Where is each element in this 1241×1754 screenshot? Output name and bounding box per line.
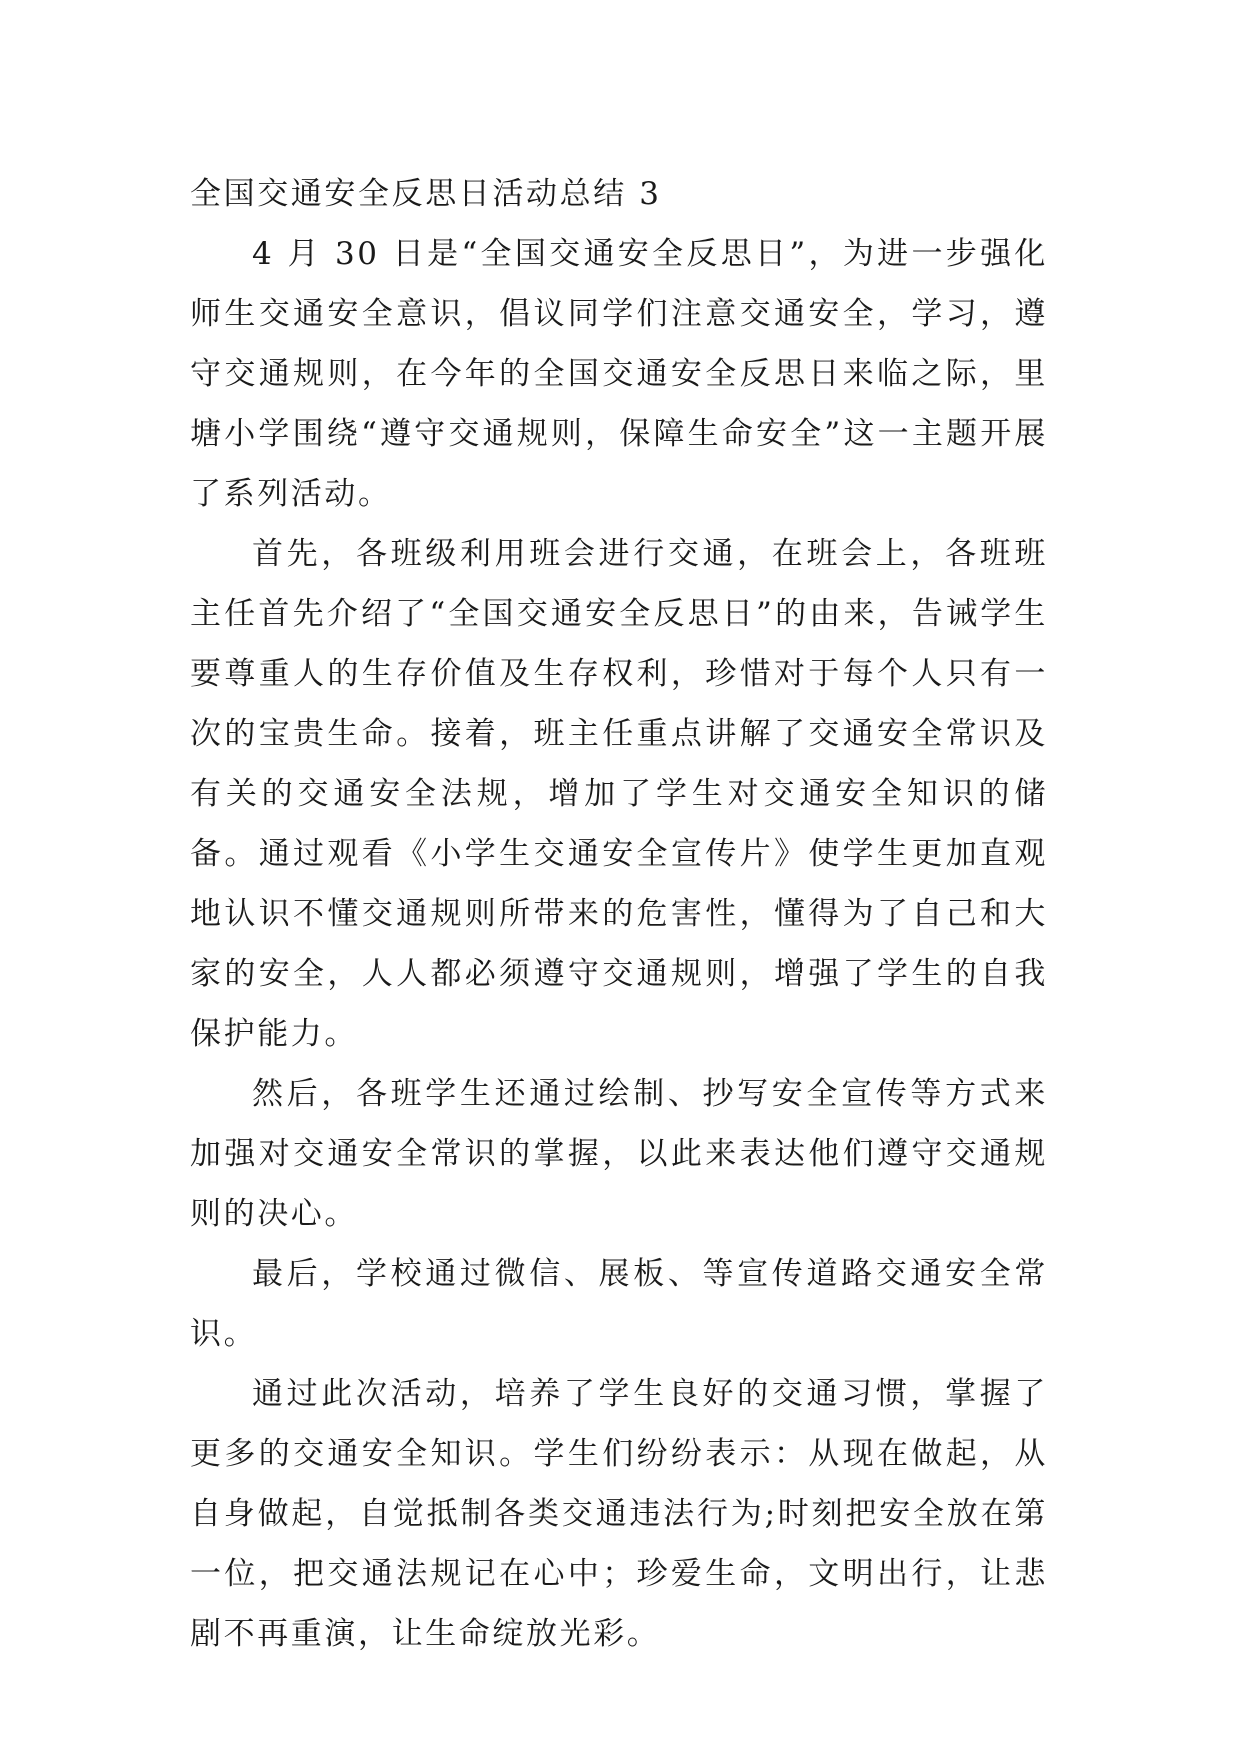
paragraph-first: 首先，各班级利用班会进行交通，在班会上，各班班主任首先介绍了“全国交通安全反思日”的由来，告诫学生要尊重人的生存价值及生存权利，珍惜对于每个人只有一次的宝贵生命。接着，班主任重点讲解了交通安全常识及有关的交通安全法规，增加了学生对交通安全知识的储备。通过观看《小学生交通安全宣传片》使学生更加直观地认识不懂交通规则所带来的危害性，懂得为了自己和大家的安全，人人都必须遵守交通规则，增强了学生的自我保护能力。 <box>190 536 1048 1052</box>
paragraph-conclusion: 通过此次活动，培养了学生良好的交通习惯，掌握了更多的交通安全知识。学生们纷纷表示：从现在做起，从自身做起，自觉抵制各类交通违法行为;时刻把安全放在第一位，把交通法规记在心中；珍爱生命，文明出行，让悲剧不再重演，让生命绽放光彩。 <box>190 1376 1048 1652</box>
paragraph-finally: 最后，学校通过微信、展板、等宣传道路交通安全常识。 <box>190 1256 1048 1352</box>
paragraph-intro: 4 月 30 日是“全国交通安全反思日”，为进一步强化师生交通安全意识，倡议同学们注意交通安全，学习，遵守交通规则，在今年的全国交通安全反思日来临之际，里塘小学围绕“遵守交通规则，保障生命安全”这一主题开展了系列活动。 <box>190 236 1048 512</box>
paragraph-then: 然后，各班学生还通过绘制、抄写安全宣传等方式来加强对交通安全常识的掌握，以此来表达他们遵守交通规则的决心。 <box>190 1076 1048 1232</box>
document-title: 全国交通安全反思日活动总结 3 <box>190 176 662 212</box>
document-body <box>190 164 1048 1664</box>
